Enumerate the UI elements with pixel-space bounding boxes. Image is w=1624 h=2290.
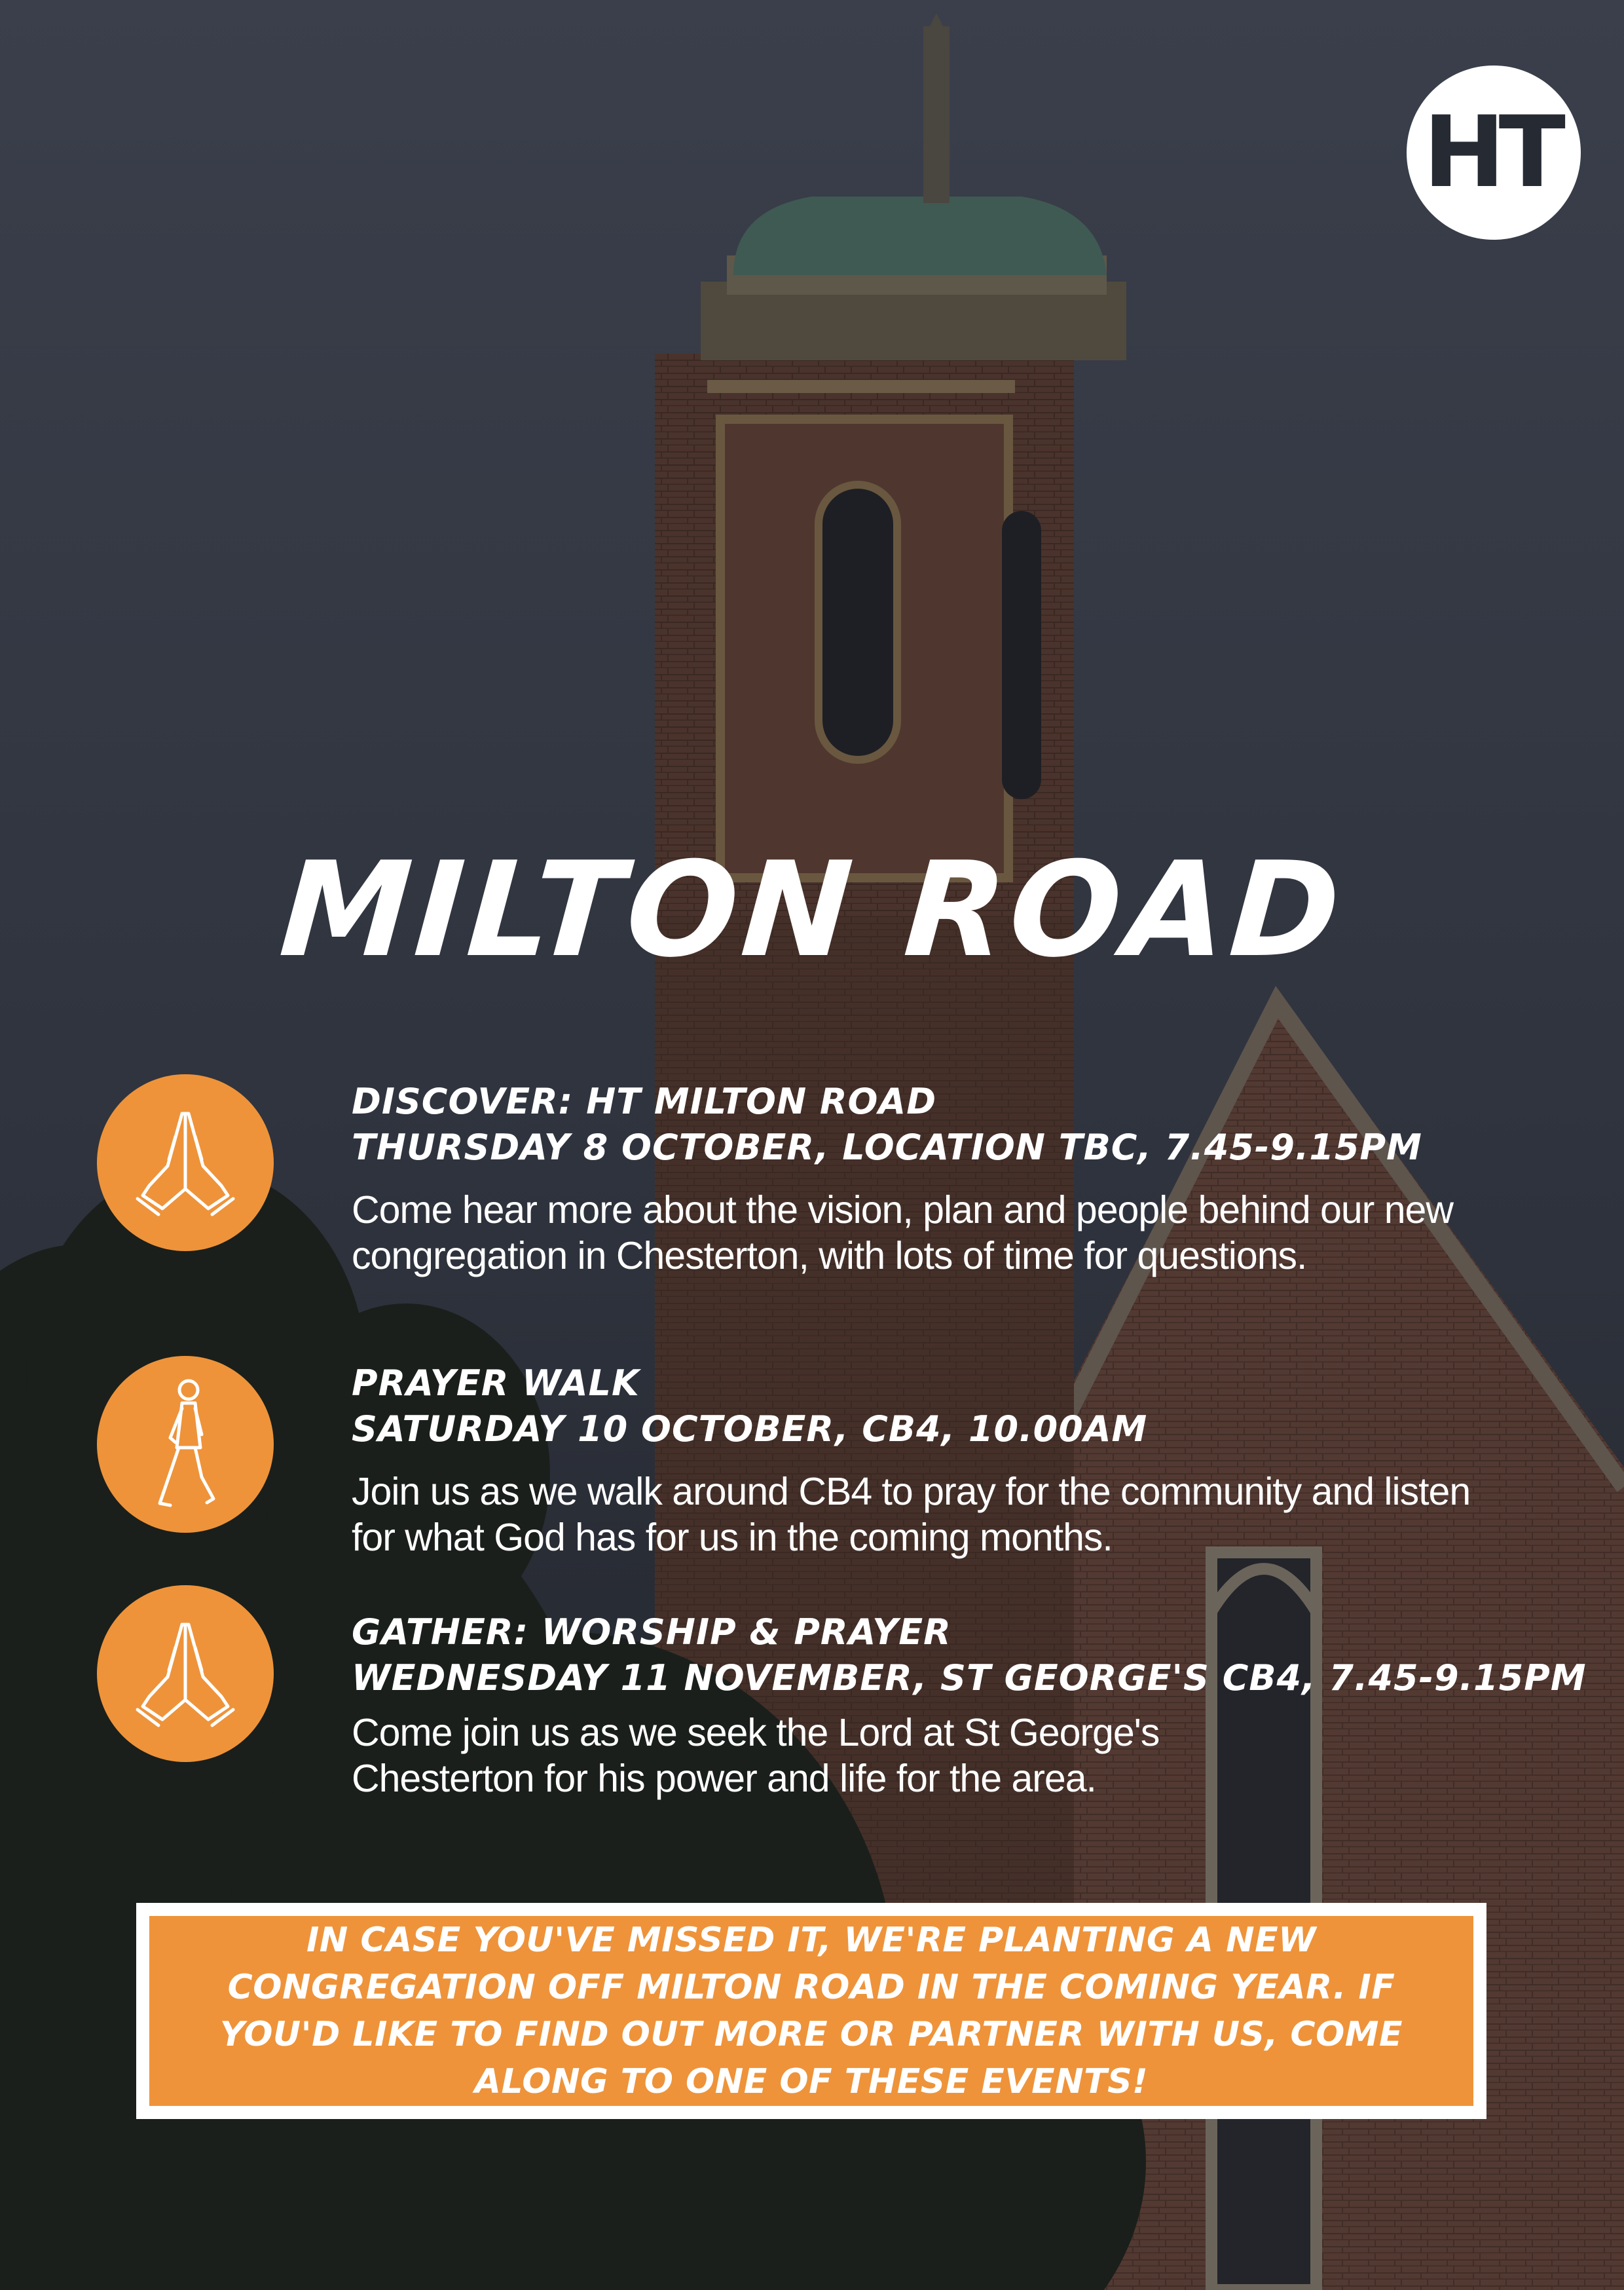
info-banner — [136, 1903, 1486, 2119]
event-icon-circle — [97, 1356, 274, 1533]
event-description: Come hear more about the vision, plan and people behind our new congregation in Chesterton, with lots of time for questions. — [352, 1188, 1453, 1277]
event-heading-line2: WEDNESDAY 11 NOVEMBER, ST GEORGE'S CB4, 7.45-9.15PM — [352, 1657, 1587, 1699]
event-icon-circle — [97, 1074, 274, 1251]
event-icon-circle — [97, 1585, 274, 1762]
event-heading-line2: THURSDAY 8 OCTOBER, LOCATION TBC, 7.45-9.15PM — [352, 1127, 1422, 1168]
event-heading-line1: GATHER: WORSHIP & PRAYER — [352, 1611, 951, 1653]
page-title: MILTON ROAD — [275, 834, 1349, 986]
info-banner-text: IN CASE YOU'VE MISSED IT, WE'RE PLANTING A NEW CONGREGATION OFF MILTON ROAD IN THE COMING YEAR. IF YOU'D LIKE TO FIND OUT MORE OR PARTNER WITH US, COME ALONG TO ONE OF THESE EVENTS! — [219, 1921, 1403, 2101]
info-banner-inner — [149, 1916, 1473, 2106]
event-description: Come join us as we seek the Lord at St George's Chesterton for his power and life for the area. — [352, 1711, 1160, 1800]
event-description: Join us as we walk around CB4 to pray for the community and listen for what God has for us in the coming months. — [352, 1470, 1471, 1559]
event-heading-line2: SATURDAY 10 OCTOBER, CB4, 10.00AM — [352, 1408, 1148, 1450]
walking-person-icon — [97, 1356, 274, 1533]
logo-text: HT — [1423, 96, 1559, 210]
ht-logo — [1407, 66, 1581, 240]
praying-hands-icon — [97, 1074, 274, 1251]
praying-hands-icon — [97, 1585, 274, 1762]
event-heading-line1: PRAYER WALK — [352, 1362, 640, 1404]
event-heading-line1: DISCOVER: HT MILTON ROAD — [352, 1081, 937, 1122]
